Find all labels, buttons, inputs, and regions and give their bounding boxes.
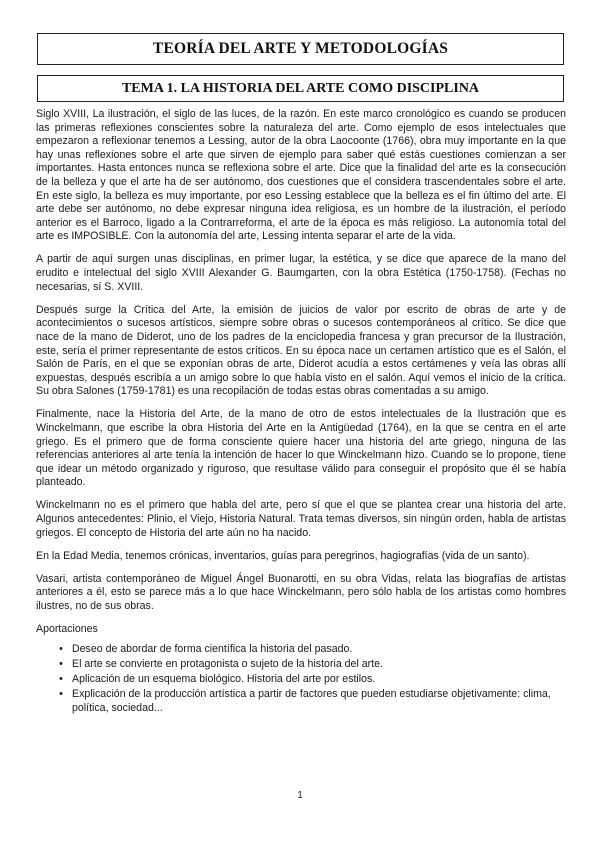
section-title: TEMA 1. LA HISTORIA DEL ARTE COMO DISCIPLINA xyxy=(37,75,564,102)
document-title: TEORÍA DEL ARTE Y METODOLOGÍAS xyxy=(37,33,564,65)
page-number: 1 xyxy=(297,790,303,801)
bullet-icon: • xyxy=(59,657,63,670)
paragraph-antecedentes: Winckelmann no es el primero que habla del arte, pero sí que el que se plantea crear una historia del arte. Algunos antecedentes: Plinio, el Viejo, Historia Natural. Trata temas diversos, sin ningún orden, habla de artistas griegos. El concepto de Historia del arte aún no ha nacido. xyxy=(36,499,566,539)
paragraph-ilustracion: Siglo XVIII, La ilustración, el siglo de las luces, de la razón. En este marco cronológico es cuando se producen las primeras reflexiones conscientes sobre la naturaleza del arte. Como ejemplo de esos intelectuales que empezaron a reflexionar tenemos a Lessing, autor de la obra Laocoonte (1766), obra muy importante en la que hay unas reflexiones sobre el arte que sirven de ejemplo para saber qué estás cuestiones comienzan a ser importantes. Hasta entonces nunca se reflexiona sobre el arte. Dice que la finalidad del arte es la consecución de la belleza y que el arte ha de ser autónomo, dos cuestiones que el considera trascendentales sobre el arte. En este siglo, la belleza es muy importante, por eso Lessing establece que la belleza es el fin último del arte. El arte debe ser autónomo, no debe expresar ninguna idea religiosa, es un hombre de la ilustración, el período anterior es el Barroco, ligado a la Contrarreforma, el arte de la época es más religioso. La autonomía total del arte es IMPOSIBLE. Con la autonomía del arte, Lessing intenta separar el arte de la vida. xyxy=(36,108,566,243)
list-item-text: Aplicación de un esquema biológico. Historia del arte por estilos. xyxy=(72,672,376,685)
list-item-text: Explicación de la producción artística a partir de factores que pueden estudiarse objetivamente: clima, política, sociedad... xyxy=(72,687,551,714)
bullet-icon: • xyxy=(59,687,63,700)
paragraph-estetica: A partir de aquí surgen unas disciplinas, en primer lugar, la estética, y se dice que aparece de la mano del erudito e intelectual del siglo XVIII Alexander G. Baumgarten, con la obra Estética (1750-1758). (Fechas no necesarias, sí S. XVIII. xyxy=(36,253,566,293)
bullet-icon: • xyxy=(59,642,63,655)
paragraph-edad-media: En la Edad Media, tenemos crónicas, inventarios, guías para peregrinos, hagiografías (vida de un santo). xyxy=(36,549,530,562)
paragraph-historia: Finalmente, nace la Historia del Arte, de la mano de otro de estos intelectuales de la Ilustración que es Winckelmann, que escribe la obra Historia del Arte en la Antigüedad (1764), en la que se centra en el arte griego. Es el primero que de forma consciente quiere hacer una historia del arte griego, ninguna de las referencias anteriores al arte tenía la intención de hacer lo que Winckelmann hizo. Cuando se lo propone, tiene que idear un método organizado y riguroso, que resultase válido para conseguir el propósito que él se había planteado. xyxy=(36,408,566,489)
bullet-icon: • xyxy=(59,672,63,685)
list-item xyxy=(59,687,566,715)
list-item-text: Deseo de abordar de forma científica la historia del pasado. xyxy=(72,642,353,655)
paragraph-vasari: Vasari, artista contemporáneo de Miguel Ángel Buonarotti, en su obra Vidas, relata las biografías de artistas anteriores a él, esto se parece más a lo que hace Winckelmann, pero sólo habla de los artistas como hombres ilustres, no de sus obras. xyxy=(36,572,566,612)
contributions-list xyxy=(36,643,566,715)
list-item-text: El arte se convierte en protagonista o sujeto de la historia del arte. xyxy=(72,657,383,670)
list-item xyxy=(59,657,566,672)
document-body xyxy=(36,108,566,717)
contributions-heading: Aportaciones xyxy=(36,623,98,636)
paragraph-critica: Después surge la Crítica del Arte, la emisión de juicios de valor por escrito de obras de arte y de acontecimientos o sucesos artísticos, siempre sobre obras o sucesos contemporáneos al crítico. Se dice que nace de la mano de Diderot, uno de los padres de la enciclopedia francesa y gran precursor de la Ilustración, este, sería el primer representante de estos críticos. En su época nace un certamen artístico que es el Salón, el Salón de París, en el que se exponían obras de arte, Diderot acudía a estos certámenes y veía las obras allí expuestas, después escribía a un amigo sobre lo que había visto en el salón. Aquí vemos el inicio de la crítica. Su obra Salones (1759-1781) es una recopilación de todas estas obras comentadas a su amigo. xyxy=(36,303,566,398)
list-item xyxy=(59,672,566,687)
list-item xyxy=(59,642,566,657)
